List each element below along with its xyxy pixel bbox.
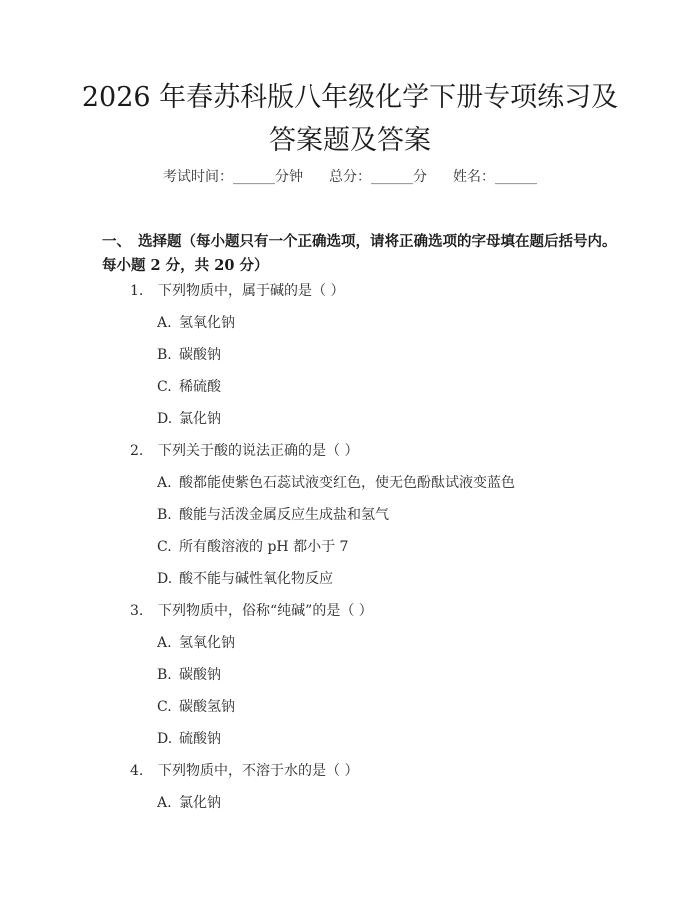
option-text: 酸不能与碱性氧化物反应 — [179, 571, 333, 587]
option-3b — [157, 665, 221, 685]
time-blank: ______ — [233, 169, 275, 185]
section-text: 选择题（每小题只有一个正确选项，请将正确选项的字母填在题后括号内。每小题 2 分，共 20 分） — [102, 233, 617, 274]
option-2c — [157, 537, 348, 557]
question-4 — [130, 761, 358, 781]
time-label: 考试时间： — [163, 169, 233, 185]
option-letter: B. — [157, 507, 172, 523]
option-text: 稀硫酸 — [179, 379, 221, 395]
title-line-2: 答案题及答案 — [269, 125, 431, 156]
option-2b — [157, 505, 389, 525]
question-stem: 下列物质中，俗称“纯碱”的是（ ） — [158, 603, 373, 619]
option-text: 碳酸钠 — [179, 667, 221, 683]
section-heading — [102, 230, 622, 278]
option-3a — [157, 633, 235, 653]
option-text: 碳酸钠 — [179, 347, 221, 363]
score-unit: 分 — [413, 169, 427, 185]
option-letter: C. — [157, 699, 172, 715]
score-label: 总分： — [329, 169, 371, 185]
question-stem: 下列物质中，不溶于水的是（ ） — [158, 763, 359, 779]
option-letter: C. — [157, 539, 172, 555]
option-letter: D. — [157, 411, 173, 427]
option-text: 硫酸钠 — [179, 731, 221, 747]
option-1a — [157, 313, 235, 333]
score-blank: ______ — [371, 169, 413, 185]
question-3 — [130, 601, 373, 621]
option-text: 氯化钠 — [179, 411, 221, 427]
option-2d — [157, 569, 333, 589]
option-4a — [157, 793, 221, 813]
option-letter: A. — [157, 315, 172, 331]
name-label: 姓名： — [453, 169, 495, 185]
option-letter: D. — [157, 731, 173, 747]
option-3c — [157, 697, 235, 717]
option-letter: D. — [157, 571, 173, 587]
option-text: 氯化钠 — [179, 795, 221, 811]
option-letter: C. — [157, 379, 172, 395]
option-letter: B. — [157, 347, 172, 363]
title-line-1: 2026 年春苏科版八年级化学下册专项练习及 — [81, 82, 619, 113]
question-stem: 下列物质中，属于碱的是（ ） — [158, 283, 345, 299]
option-letter: A. — [157, 635, 172, 651]
question-number: 2. — [130, 443, 144, 459]
question-2 — [130, 441, 358, 461]
option-1b — [157, 345, 221, 365]
option-1d — [157, 409, 221, 429]
option-2a — [157, 473, 515, 493]
option-letter: A. — [157, 475, 172, 491]
question-stem: 下列关于酸的说法正确的是（ ） — [158, 443, 359, 459]
section-number: 一、 — [102, 233, 131, 250]
document-title — [0, 76, 700, 162]
option-letter: A. — [157, 795, 172, 811]
exam-info — [0, 167, 700, 187]
option-3d — [157, 729, 221, 749]
question-number: 1. — [130, 283, 144, 299]
time-unit: 分钟 — [275, 169, 303, 185]
name-blank: ______ — [495, 169, 537, 185]
option-letter: B. — [157, 667, 172, 683]
option-text: 酸都能使紫色石蕊试液变红色，使无色酚酞试液变蓝色 — [179, 475, 515, 491]
option-text: 碳酸氢钠 — [179, 699, 235, 715]
option-text: 酸能与活泼金属反应生成盐和氢气 — [179, 507, 389, 523]
question-1 — [130, 281, 344, 301]
question-number: 3. — [130, 603, 144, 619]
option-text: 氢氧化钠 — [179, 315, 235, 331]
question-number: 4. — [130, 763, 144, 779]
option-text: 氢氧化钠 — [179, 635, 235, 651]
option-1c — [157, 377, 221, 397]
option-text: 所有酸溶液的 pH 都小于 7 — [179, 539, 349, 555]
